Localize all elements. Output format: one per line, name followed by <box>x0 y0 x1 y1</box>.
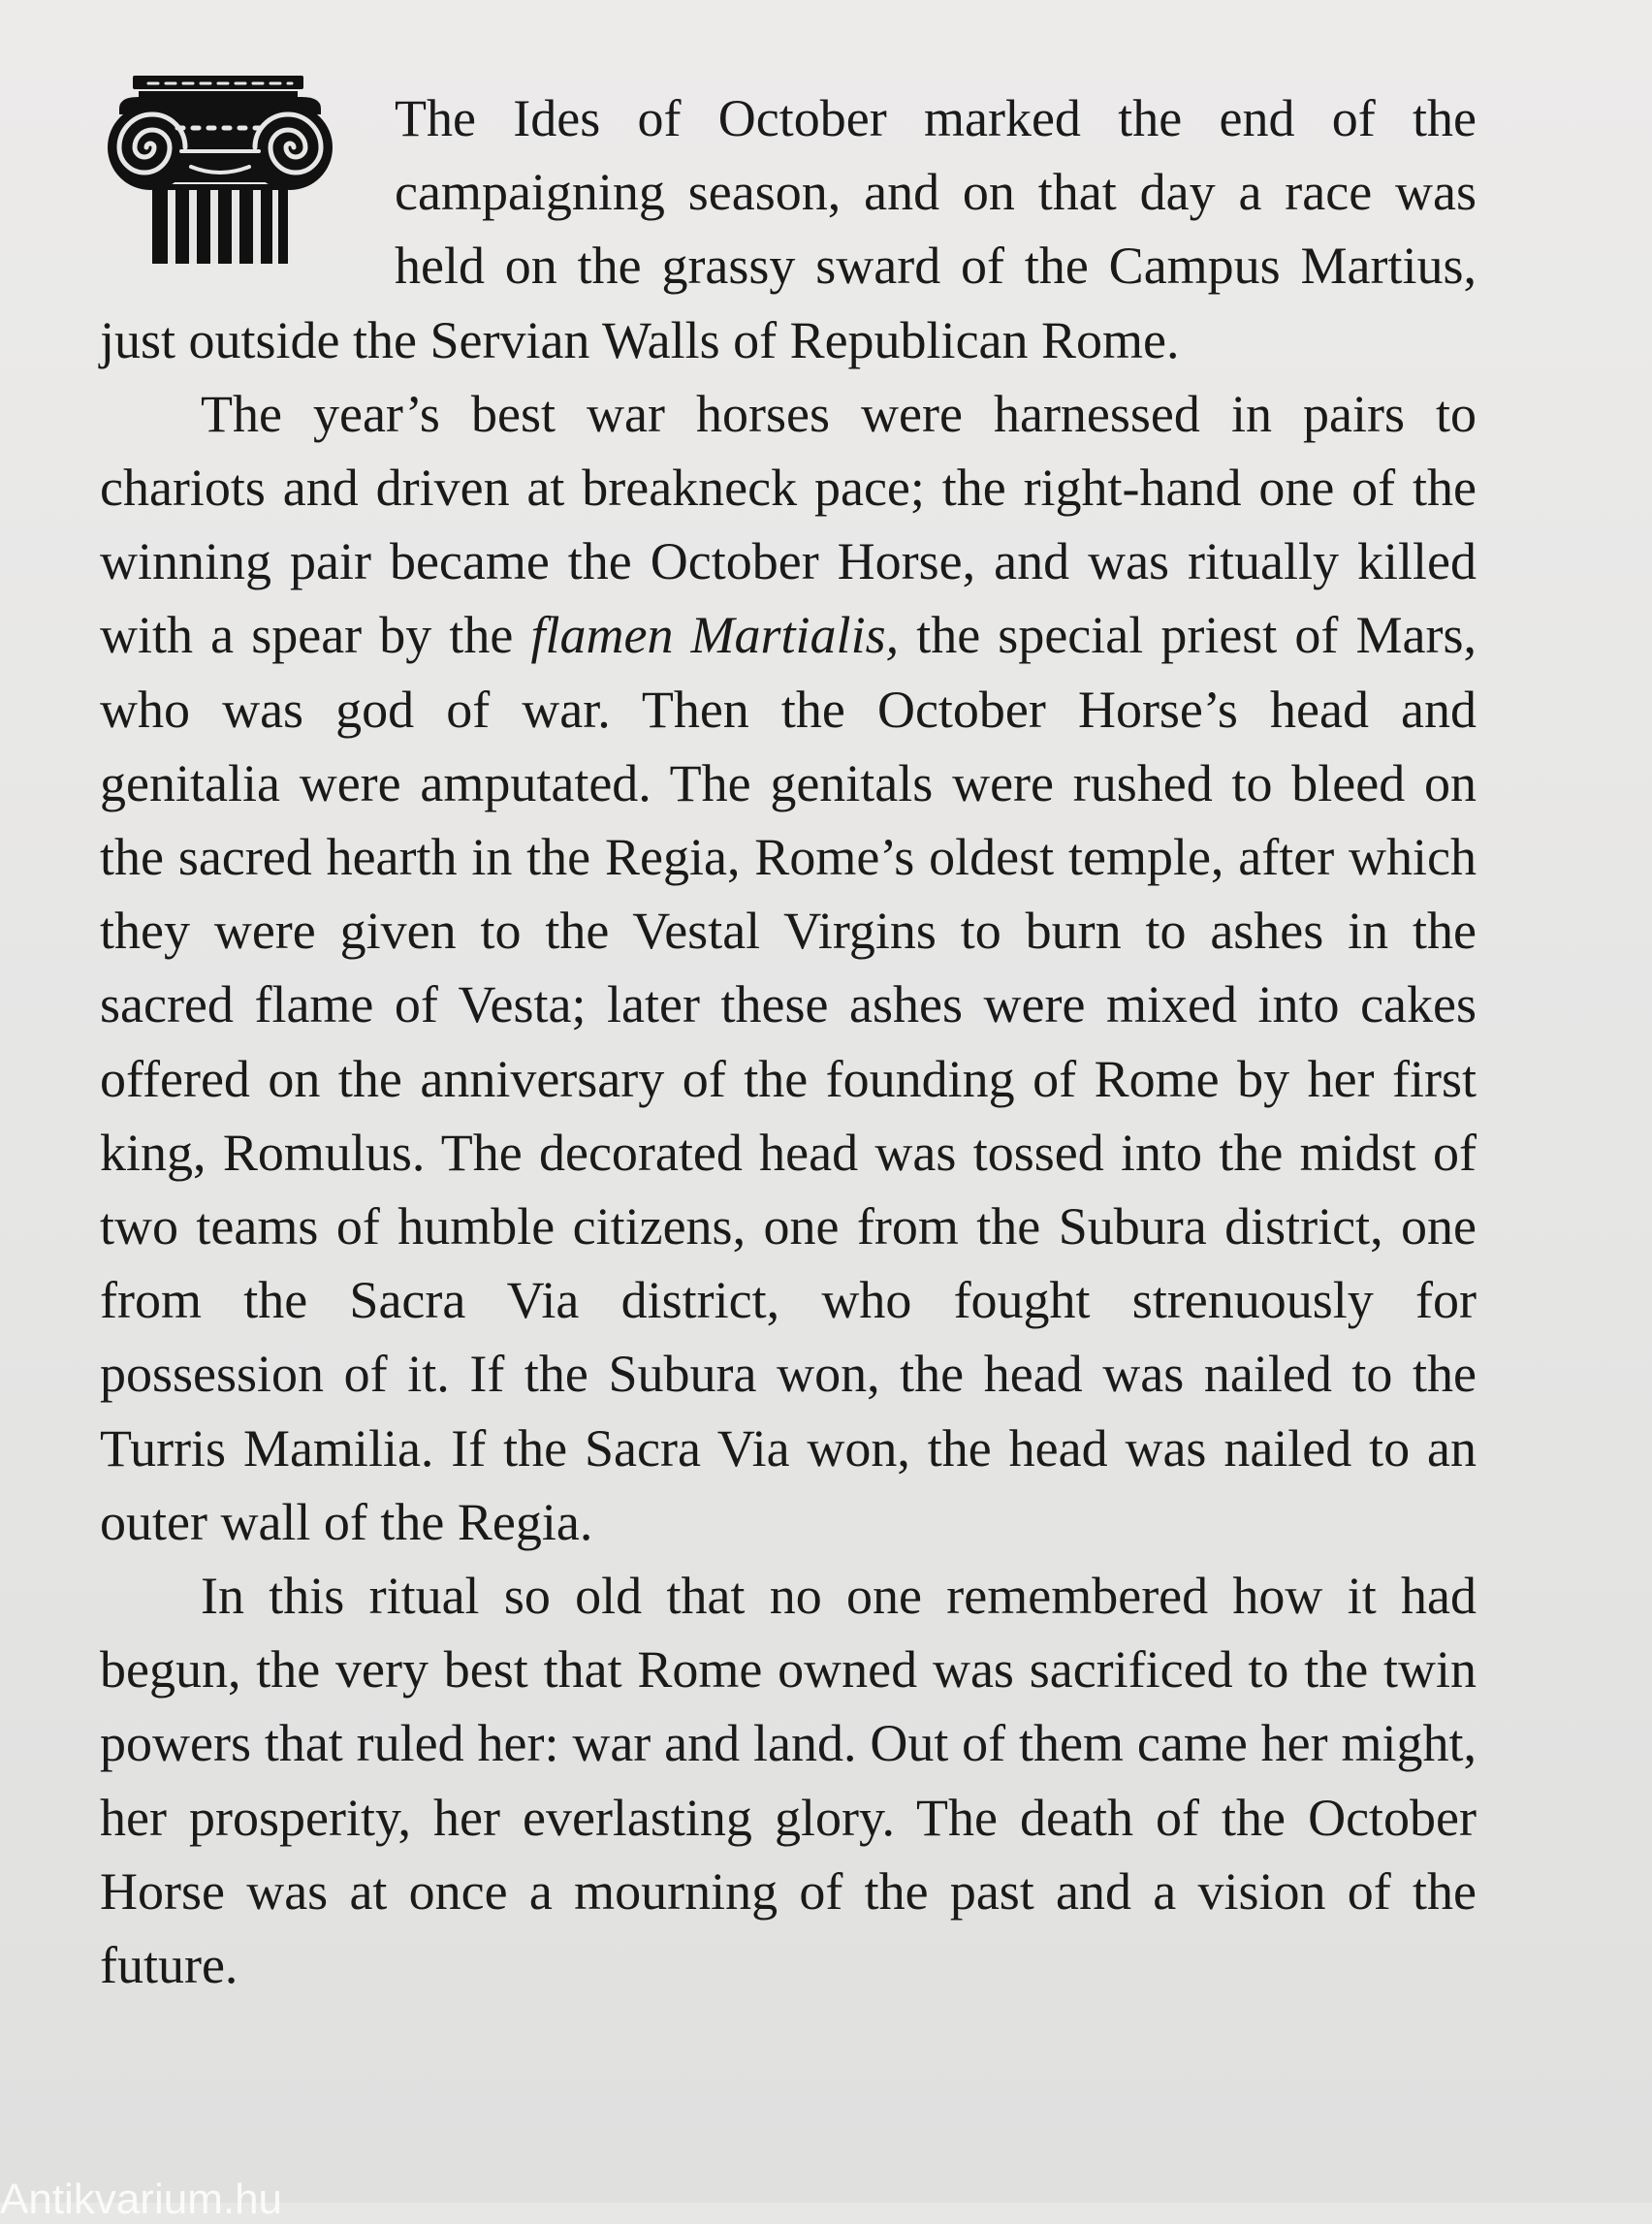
paragraph-2-italic-term: flamen Martialis, <box>530 606 900 665</box>
page-text <box>100 81 1477 2002</box>
paragraph-3: In this ritual so old that no one remembered how it had begun, the very best that Rome owned was sacrificed to the twin powers that ruled her: war and land. Out of them came her might, her prosperity, her everlasting glory. The death of the October Horse was at once a mourning of the past and a vision of the future. <box>100 1567 1477 1995</box>
paragraph-2 <box>100 377 1477 1559</box>
ionic-column-capital-icon <box>100 70 340 264</box>
paragraph-2-text-a: The year’s best war horses were harnessed in pairs to chariots and driven at breakneck pace; the right-hand one of the winning pair became the October Horse, and was ritually killed with a spear by the <box>100 384 1477 665</box>
watermark-text: Antikvarium.hu <box>0 2176 283 2223</box>
paragraph-2-text-b: the special priest of Mars, who was god of war. Then the October Horse’s head and genitalia were amputated. The genitals were rushed to bleed on the sacred hearth in the Regia, Rome’s oldest temple, after which they were given to the Vestal Virgins to burn to ashes in the sacred flame of Vesta; later these ashes were mixed into cakes offered on the anniversary of the founding of Rome by her first king, Romulus. The decorated head was tossed into the midst of two teams of humble citizens, one from the Subura district, one from the Sacra Via district, who fought strenuously for possession of it. If the Subura won, the head was nailed to the Turris Mamilia. If the Sacra Via won, the head was nailed to an outer wall of the Regia. <box>100 606 1477 1551</box>
paragraph-1: The Ides of October marked the end of the campaigning season, and on that day a race was held on the grassy sward of the Campus Martius, just outside the Servian Walls of Republican Rome. <box>100 89 1477 369</box>
